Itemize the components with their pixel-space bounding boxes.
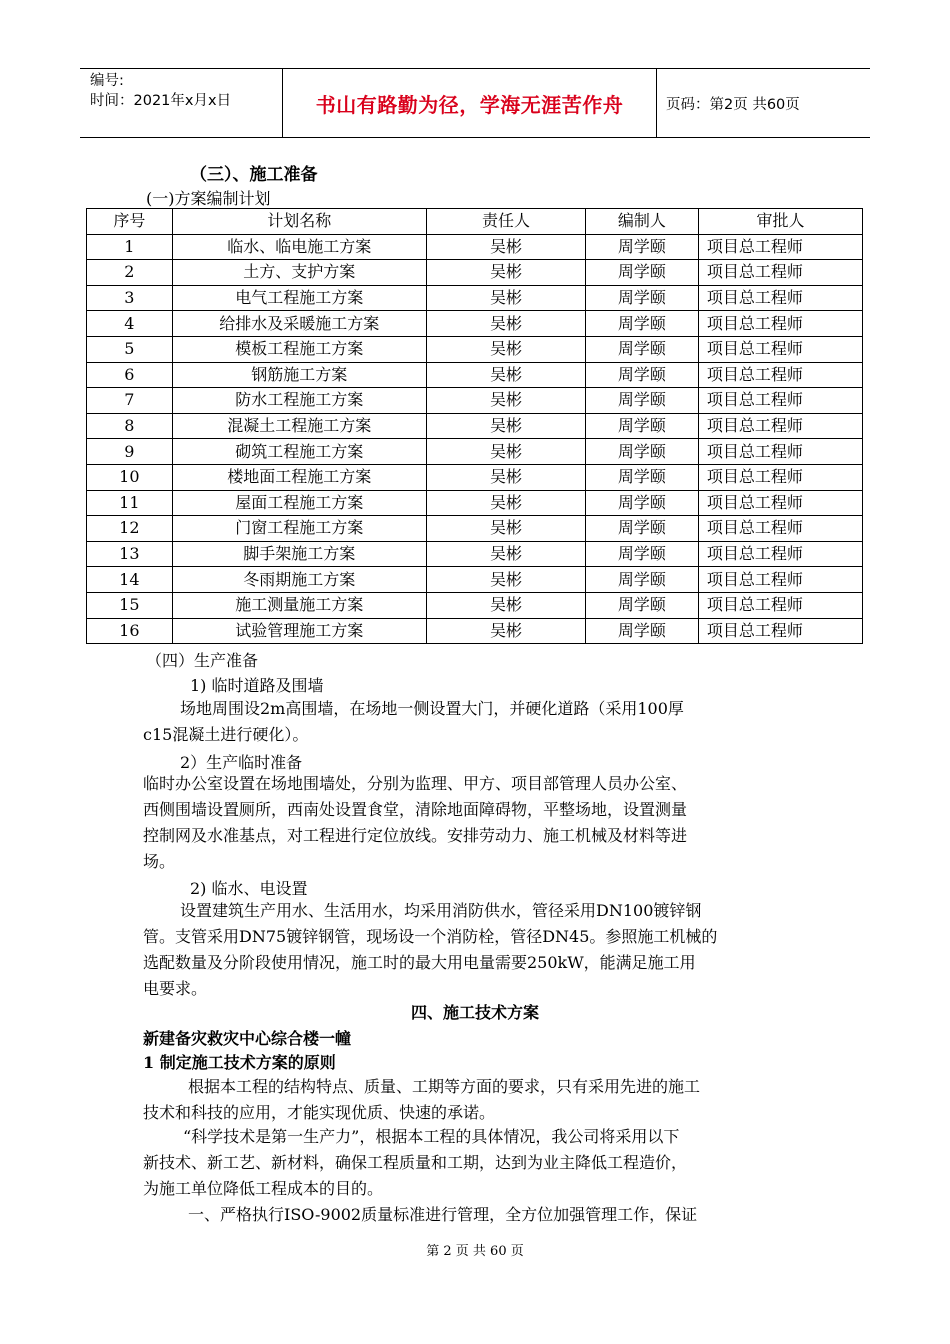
header-slogan: 书山有路勤为径，学海无涯苦作舟 (283, 69, 657, 137)
cell-approver: 项目总工程师 (698, 413, 862, 439)
table-row (87, 464, 863, 490)
cell-index: 14 (87, 567, 173, 593)
header-page-number: 页码：第2页 共60页 (666, 96, 800, 113)
cell-approver: 项目总工程师 (698, 464, 862, 490)
cell-owner: 吴彬 (426, 311, 585, 337)
table-row (87, 388, 863, 414)
principle-title: 1 制定施工技术方案的原则 (143, 1053, 336, 1072)
cell-approver: 项目总工程师 (698, 490, 862, 516)
table-row (87, 592, 863, 618)
cell-plan-name: 土方、支护方案 (172, 260, 426, 286)
cell-author: 周学颐 (585, 285, 698, 311)
table-row (87, 618, 863, 644)
cell-index: 11 (87, 490, 173, 516)
cell-plan-name: 楼地面工程施工方案 (172, 464, 426, 490)
cell-author: 周学颐 (585, 541, 698, 567)
cell-author: 周学颐 (585, 464, 698, 490)
cell-owner: 吴彬 (426, 234, 585, 260)
item3-line2: 管。支管采用DN75镀锌钢管，现场设一个消防栓，管径DN45。参照施工机械的 (143, 927, 718, 946)
cell-owner: 吴彬 (426, 260, 585, 286)
cell-owner: 吴彬 (426, 362, 585, 388)
item3-line1: 设置建筑生产用水、生活用水，均采用消防供水，管径采用DN100镀锌钢 (180, 901, 702, 920)
table-row (87, 413, 863, 439)
cell-owner: 吴彬 (426, 490, 585, 516)
cell-index: 4 (87, 311, 173, 337)
section-heading-4: （四）生产准备 (146, 651, 259, 670)
cell-author: 周学颐 (585, 413, 698, 439)
cell-approver: 项目总工程师 (698, 388, 862, 414)
cell-author: 周学颐 (585, 516, 698, 542)
cell-index: 9 (87, 439, 173, 465)
p2-line3: 为施工单位降低工程成本的目的。 (143, 1179, 384, 1198)
cell-approver: 项目总工程师 (698, 439, 862, 465)
cell-plan-name: 屋面工程施工方案 (172, 490, 426, 516)
cell-index: 12 (87, 516, 173, 542)
table-row (87, 234, 863, 260)
cell-approver: 项目总工程师 (698, 260, 862, 286)
col-header-owner: 责任人 (426, 209, 585, 235)
cell-plan-name: 电气工程施工方案 (172, 285, 426, 311)
cell-author: 周学颐 (585, 234, 698, 260)
cell-index: 5 (87, 336, 173, 362)
item2-line1: 临时办公室设置在场地围墙处，分别为监理、甲方、项目部管理人员办公室、 (143, 774, 688, 793)
cell-author: 周学颐 (585, 311, 698, 337)
table-row (87, 336, 863, 362)
cell-approver: 项目总工程师 (698, 336, 862, 362)
page-footer: 第 2 页 共 60 页 (426, 1244, 524, 1259)
p1-line1: 根据本工程的结构特点、质量、工期等方面的要求，只有采用先进的施工 (188, 1077, 701, 1096)
cell-plan-name: 模板工程施工方案 (172, 336, 426, 362)
cell-index: 10 (87, 464, 173, 490)
cell-approver: 项目总工程师 (698, 234, 862, 260)
table-row (87, 285, 863, 311)
item3-title: 2) 临水、电设置 (190, 879, 308, 898)
cell-author: 周学颐 (585, 592, 698, 618)
page-header (80, 68, 870, 138)
header-meta (80, 69, 283, 137)
item2-line2: 西侧围墙设置厕所，西南处设置食堂，清除地面障碍物，平整场地，设置测量 (143, 800, 688, 819)
cell-plan-name: 门窗工程施工方案 (172, 516, 426, 542)
p1-line2: 技术和科技的应用，才能实现优质、快速的承诺。 (143, 1103, 496, 1122)
cell-author: 周学颐 (585, 439, 698, 465)
cell-author: 周学颐 (585, 567, 698, 593)
cell-plan-name: 给排水及采暖施工方案 (172, 311, 426, 337)
doc-time-label: 时间：2021年x月x日 (90, 93, 232, 109)
cell-owner: 吴彬 (426, 516, 585, 542)
cell-author: 周学颐 (585, 336, 698, 362)
table-row (87, 541, 863, 567)
cell-approver: 项目总工程师 (698, 362, 862, 388)
doc-number-label: 编号: (90, 73, 124, 89)
col-header-name: 计划名称 (172, 209, 426, 235)
cell-plan-name: 钢筋施工方案 (172, 362, 426, 388)
p2-line1: “科学技术是第一生产力”，根据本工程的具体情况，我公司将采用以下 (183, 1127, 680, 1146)
table-row (87, 490, 863, 516)
table-row (87, 567, 863, 593)
cell-approver: 项目总工程师 (698, 592, 862, 618)
table-header-row (87, 209, 863, 235)
section-heading-3: （三）、施工准备 (190, 165, 318, 185)
col-header-approver: 审批人 (698, 209, 862, 235)
cell-owner: 吴彬 (426, 541, 585, 567)
item2-line3: 控制网及水准基点，对工程进行定位放线。安排劳动力、施工机械及材料等进 (143, 826, 688, 845)
section-subheading: (一)方案编制计划 (146, 189, 271, 208)
cell-approver: 项目总工程师 (698, 516, 862, 542)
cell-index: 8 (87, 413, 173, 439)
cell-owner: 吴彬 (426, 439, 585, 465)
chapter-heading: 四、施工技术方案 (410, 1003, 539, 1022)
cell-index: 1 (87, 234, 173, 260)
item1-title: 1) 临时道路及围墙 (190, 676, 324, 695)
cell-author: 周学颐 (585, 490, 698, 516)
table-body (87, 234, 863, 644)
cell-index: 13 (87, 541, 173, 567)
item3-line4: 电要求。 (143, 979, 208, 998)
cell-plan-name: 施工测量施工方案 (172, 592, 426, 618)
col-header-index: 序号 (87, 209, 173, 235)
cell-owner: 吴彬 (426, 567, 585, 593)
cell-approver: 项目总工程师 (698, 567, 862, 593)
item2-line4: 场。 (143, 852, 176, 871)
cell-owner: 吴彬 (426, 336, 585, 362)
cell-plan-name: 试验管理施工方案 (172, 618, 426, 644)
table-row (87, 362, 863, 388)
item2-title: 2）生产临时准备 (180, 753, 303, 772)
cell-author: 周学颐 (585, 362, 698, 388)
cell-plan-name: 脚手架施工方案 (172, 541, 426, 567)
table-row (87, 439, 863, 465)
p3-line1: 一、严格执行ISO-9002质量标准进行管理，全方位加强管理工作，保证 (188, 1205, 698, 1224)
plan-table (86, 208, 863, 644)
cell-owner: 吴彬 (426, 388, 585, 414)
cell-owner: 吴彬 (426, 618, 585, 644)
item3-line3: 选配数量及分阶段使用情况，施工时的最大用电量需要250kW，能满足施工用 (143, 953, 696, 972)
cell-index: 6 (87, 362, 173, 388)
table-row (87, 516, 863, 542)
cell-approver: 项目总工程师 (698, 311, 862, 337)
cell-owner: 吴彬 (426, 464, 585, 490)
cell-index: 3 (87, 285, 173, 311)
cell-plan-name: 防水工程施工方案 (172, 388, 426, 414)
cell-approver: 项目总工程师 (698, 285, 862, 311)
cell-plan-name: 砌筑工程施工方案 (172, 439, 426, 465)
item1-line2: c15混凝土进行硬化）。 (143, 725, 309, 744)
table-row (87, 260, 863, 286)
cell-author: 周学颐 (585, 260, 698, 286)
table-row (87, 311, 863, 337)
cell-approver: 项目总工程师 (698, 618, 862, 644)
cell-index: 7 (87, 388, 173, 414)
project-subtitle: 新建备灾救灾中心综合楼一幢 (143, 1029, 352, 1048)
cell-owner: 吴彬 (426, 285, 585, 311)
cell-index: 16 (87, 618, 173, 644)
cell-author: 周学颐 (585, 618, 698, 644)
cell-owner: 吴彬 (426, 592, 585, 618)
cell-plan-name: 冬雨期施工方案 (172, 567, 426, 593)
cell-plan-name: 混凝土工程施工方案 (172, 413, 426, 439)
cell-owner: 吴彬 (426, 413, 585, 439)
cell-approver: 项目总工程师 (698, 541, 862, 567)
cell-author: 周学颐 (585, 388, 698, 414)
cell-plan-name: 临水、临电施工方案 (172, 234, 426, 260)
col-header-author: 编制人 (585, 209, 698, 235)
cell-index: 15 (87, 592, 173, 618)
cell-index: 2 (87, 260, 173, 286)
item1-line1: 场地周围设2m高围墙，在场地一侧设置大门，并硬化道路（采用100厚 (180, 699, 684, 718)
p2-line2: 新技术、新工艺、新材料，确保工程质量和工期，达到为业主降低工程造价， (143, 1153, 688, 1172)
